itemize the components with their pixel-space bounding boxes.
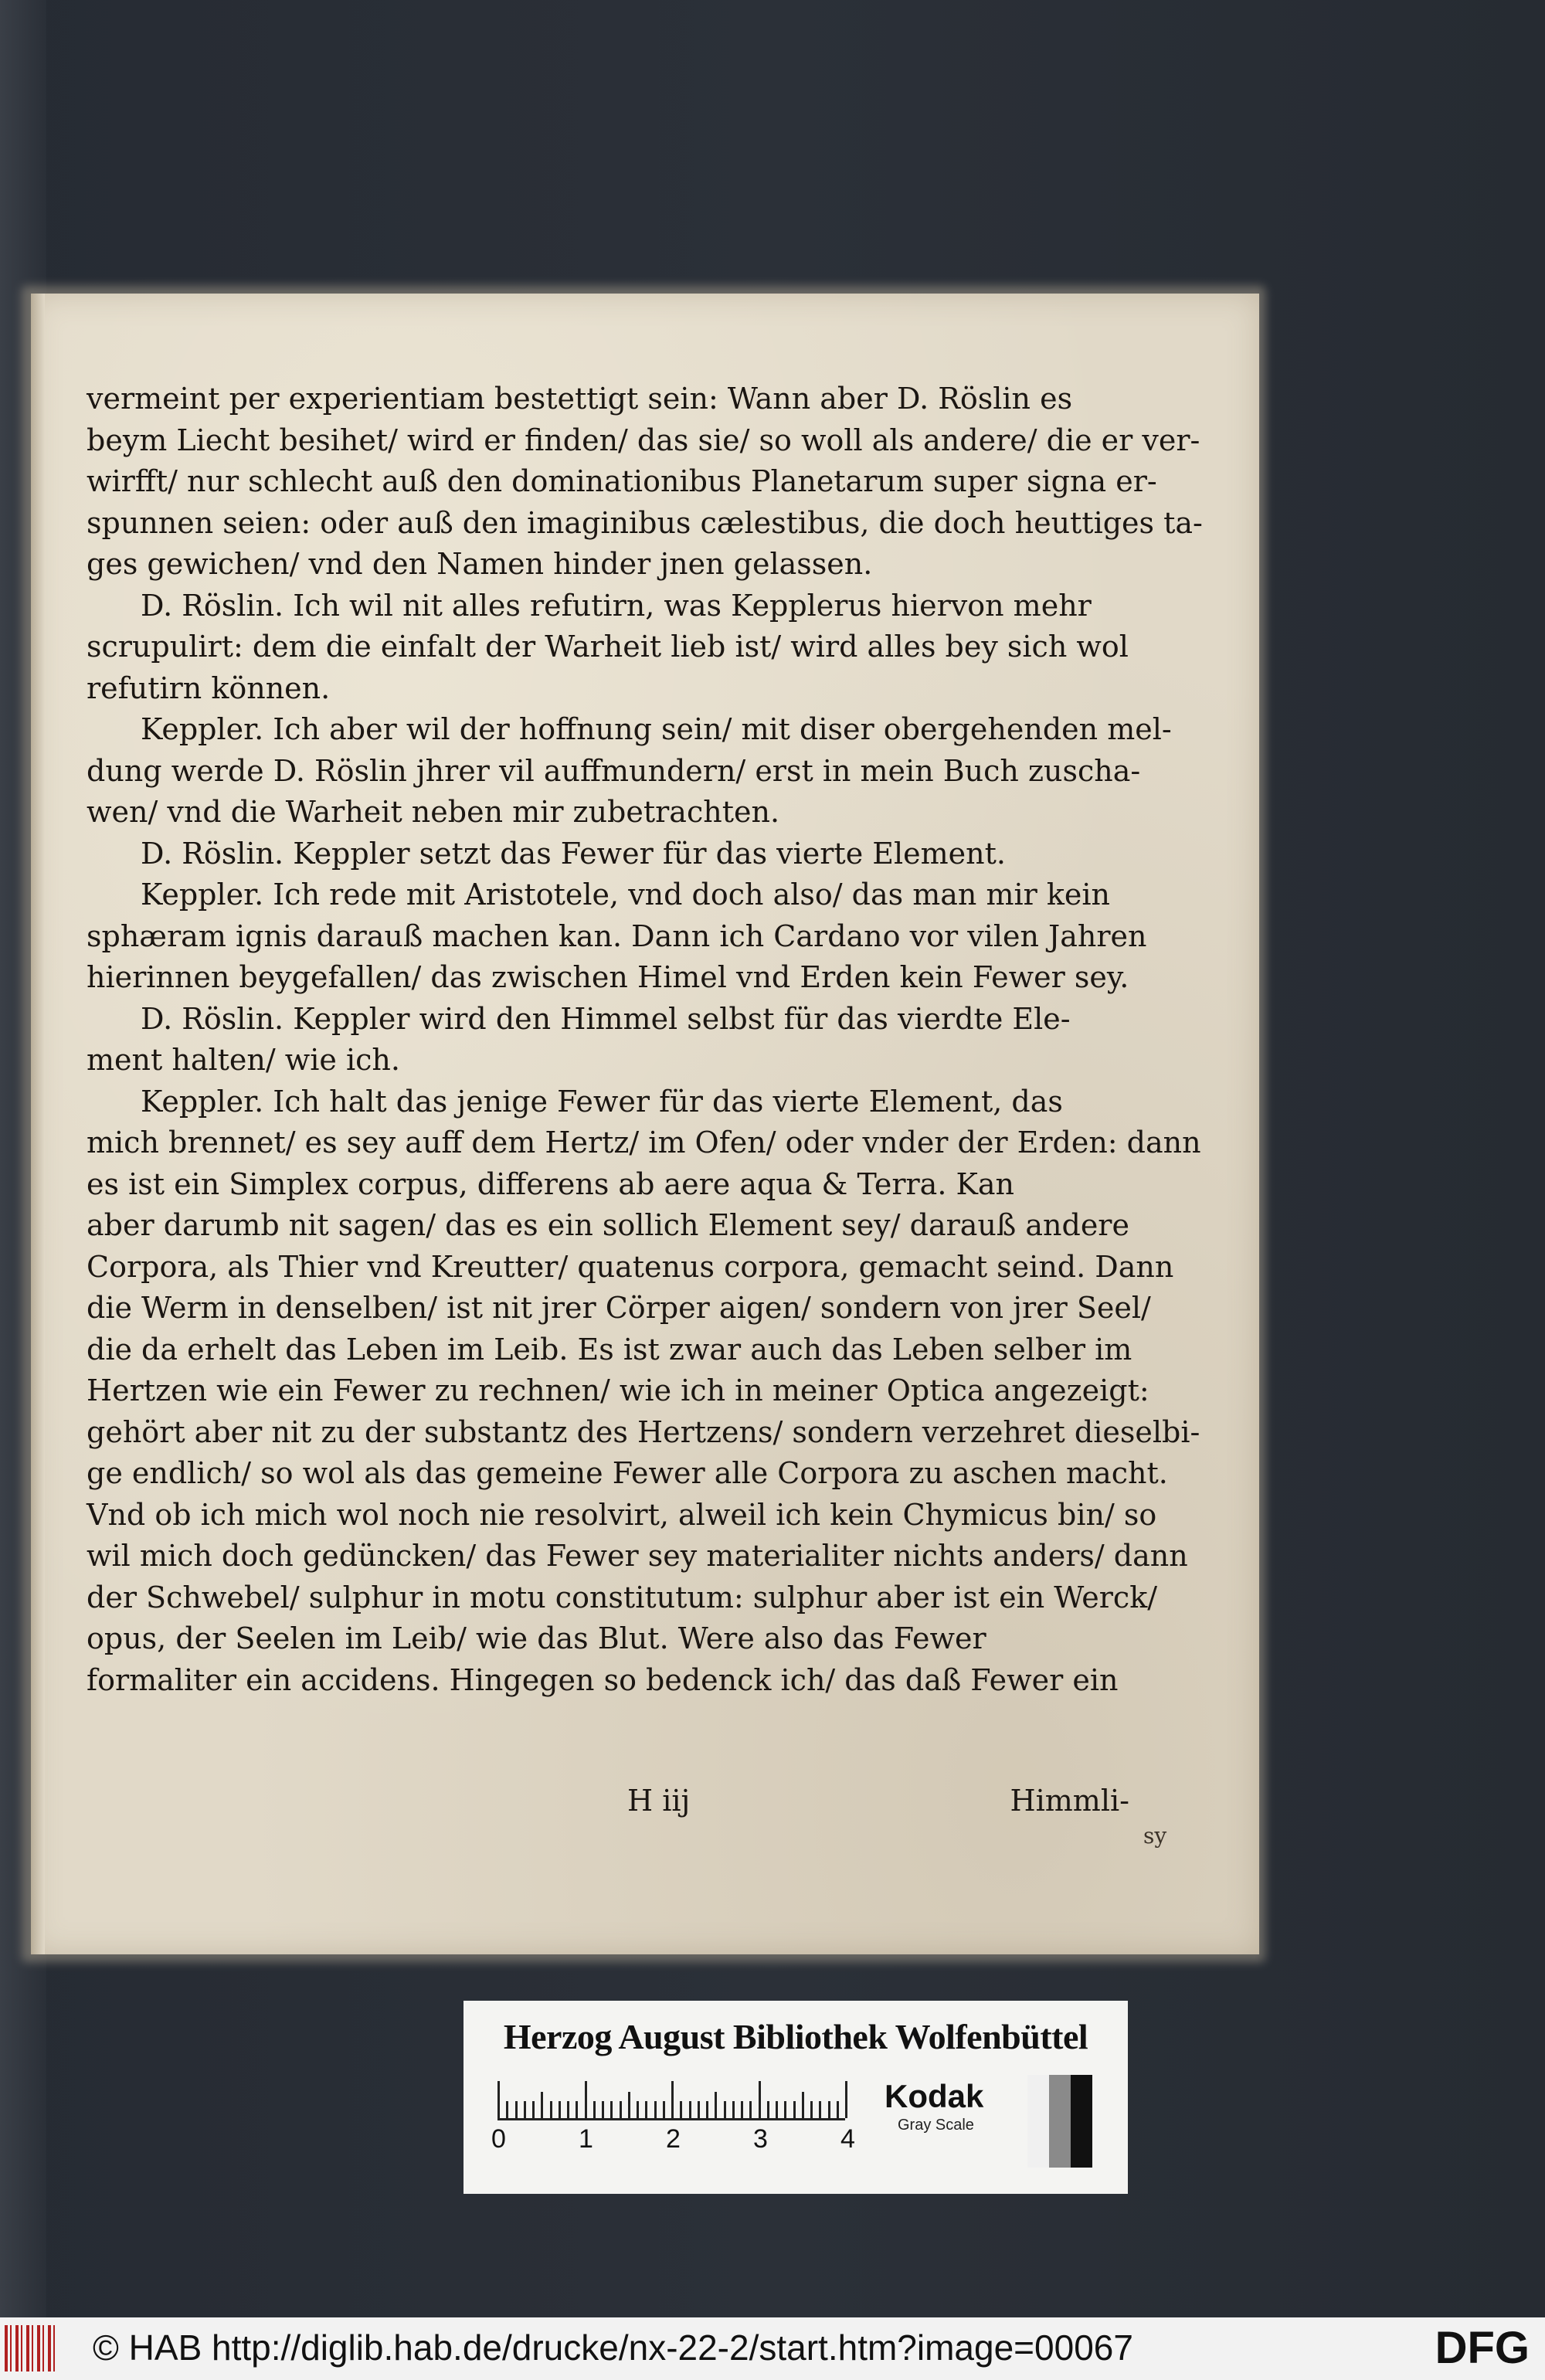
ruler-tick [567, 2101, 569, 2118]
ruler-number: 1 [579, 2124, 593, 2154]
text-line: wirfft/ nur schlecht auß den dominationibus Planetarum super signa er- [87, 464, 1157, 498]
text-line: Keppler. Ich halt das jenige Fewer für das vierte Element, das [141, 1084, 1063, 1119]
text-line: Corpora, als Thier vnd Kreutter/ quatenus corpora, gemacht seind. Dann [87, 1249, 1174, 1284]
ruler-tick [802, 2092, 804, 2118]
text-line: Keppler. Ich rede mit Aristotele, vnd doch also/ das man mir kein [141, 878, 1111, 912]
ruler-tick [663, 2101, 665, 2118]
text-line: D. Röslin. Keppler setzt das Fewer für das vierte Element. [141, 836, 1006, 871]
text-line: ge endlich/ so wol als das gemeine Fewer alle Corpora zu aschen macht. [87, 1456, 1168, 1490]
ruler-tick [602, 2101, 604, 2118]
scale-ruler [497, 2080, 845, 2120]
page-text [87, 379, 1203, 1818]
book-page [31, 294, 1259, 1954]
text-line: formaliter ein accidens. Hingegen so bedenck ich/ das daß Fewer ein [87, 1662, 1119, 1697]
ruler-number: 4 [840, 2124, 855, 2154]
ruler-tick [671, 2081, 674, 2118]
text-line: ges gewichen/ vnd den Namen hinder jnen gelassen. [87, 547, 873, 581]
text-line: sphæram ignis darauß machen kan. Dann ich Cardano vor vilen Jahren [87, 918, 1147, 953]
ruler-tick [637, 2101, 639, 2118]
ruler-tick [576, 2101, 578, 2118]
ruler-tick [749, 2101, 752, 2118]
ruler-number: 2 [666, 2124, 681, 2154]
text-line: die da erhelt das Leben im Leib. Es ist zwar auch das Leben selber im [87, 1332, 1132, 1367]
gray-patch [1027, 2075, 1049, 2168]
corner-mark: sy [1143, 1823, 1167, 1849]
ruler-tick [610, 2101, 613, 2118]
footer-bar [0, 2317, 1545, 2380]
copyright-url[interactable]: © HAB http://diglib.hab.de/drucke/nx-22-2/start.htm?image=00067 [93, 2327, 1133, 2368]
text-line: wen/ vnd die Warheit neben mir zubetrachten. [87, 795, 780, 829]
ruler-tick [776, 2101, 778, 2118]
ruler-tick [628, 2092, 630, 2118]
ruler-tick [845, 2081, 847, 2118]
text-line: die Werm in denselben/ ist nit jrer Cörper aigen/ sondern von jrer Seel/ [87, 1291, 1151, 1325]
ruler-number: 3 [753, 2124, 768, 2154]
page-gutter [31, 294, 45, 1954]
ruler-tick [810, 2101, 813, 2118]
ruler-tick [506, 2101, 508, 2118]
ruler-tick [654, 2101, 657, 2118]
ruler-tick [559, 2101, 561, 2118]
text-line: Keppler. Ich aber wil der hoffnung sein/ mit diser obergehenden mel- [141, 712, 1172, 746]
text-line: der Schwebel/ sulphur in motu constitutum: sulphur aber ist ein Werck/ [87, 1580, 1158, 1614]
text-line: beym Liecht besihet/ wird er finden/ das sie/ so woll als andere/ die er ver- [87, 423, 1200, 457]
ruler-tick [645, 2101, 647, 2118]
ruler-tick [515, 2101, 518, 2118]
kodak-brand: Kodak [885, 2078, 984, 2114]
ruler-tick [706, 2101, 708, 2118]
dfg-logo: DFG [1435, 2323, 1530, 2373]
gray-patch [1049, 2075, 1071, 2168]
text-line: hierinnen beygefallen/ das zwischen Himel vnd Erden kein Fewer sey. [87, 960, 1129, 994]
text-line: vermeint per experientiam bestettigt sein: Wann aber D. Röslin es [87, 382, 1073, 416]
text-line: dung werde D. Röslin jhrer vil auffmundern/ erst in mein Buch zuscha- [87, 753, 1141, 788]
ruler-tick [532, 2101, 535, 2118]
gray-patch [1071, 2075, 1092, 2168]
ruler-tick [741, 2101, 743, 2118]
text-line: Hertzen wie ein Fewer zu rechnen/ wie ich in meiner Optica angezeigt: [87, 1373, 1149, 1407]
barcode-icon [5, 2325, 59, 2372]
text-line: mich brennet/ es sey auff dem Hertz/ im Ofen/ oder vnder der Erden: dann [87, 1125, 1201, 1159]
ruler-tick [550, 2101, 552, 2118]
ruler-tick [541, 2092, 543, 2118]
text-line: wil mich doch gedüncken/ das Fewer sey materialiter nichts anders/ dann [87, 1539, 1188, 1573]
text-line: ment halten/ wie ich. [87, 1043, 400, 1077]
library-color-card [464, 2001, 1128, 2194]
ruler-tick [724, 2101, 726, 2118]
ruler-tick [497, 2081, 500, 2118]
text-line: opus, der Seelen im Leib/ wie das Blut. Were also das Fewer [87, 1621, 986, 1655]
ruler-tick [680, 2101, 682, 2118]
text-line: D. Röslin. Keppler wird den Himmel selbst für das vierdte Ele- [141, 1001, 1071, 1036]
catchword: Himmli- [1010, 1784, 1129, 1818]
ruler-tick [585, 2081, 587, 2118]
page-footer-line [87, 1781, 1129, 1821]
ruler-tick [759, 2081, 761, 2118]
ruler-tick [689, 2101, 691, 2118]
ruler-tick [819, 2101, 821, 2118]
ruler-tick [524, 2101, 526, 2118]
ruler-tick [698, 2101, 700, 2118]
library-name: Herzog August Bibliothek Wolfenbüttel [503, 2017, 1088, 2056]
text-line: D. Röslin. Ich wil nit alles refutirn, was Kepplerus hiervon mehr [141, 588, 1092, 623]
ruler-tick [715, 2092, 717, 2118]
ruler-tick [793, 2101, 796, 2118]
ruler-tick [837, 2101, 839, 2118]
ruler-tick [593, 2101, 596, 2118]
ruler-number: 0 [491, 2124, 506, 2154]
gray-scale-label: Gray Scale [898, 2117, 974, 2134]
text-line: refutirn können. [87, 671, 331, 705]
text-line: es ist ein Simplex corpus, differens ab aere aqua & Terra. Kan [87, 1166, 1014, 1201]
ruler-tick [828, 2101, 830, 2118]
signature-mark: H iij [627, 1784, 691, 1818]
text-line: Vnd ob ich mich wol noch nie resolvirt, alweil ich kein Chymicus bin/ so [87, 1497, 1157, 1532]
text-line: aber darumb nit sagen/ das es ein sollich Element sey/ darauß andere [87, 1208, 1129, 1242]
text-line: scrupulirt: dem die einfalt der Warheit lieb ist/ wird alles bey sich wol [87, 630, 1129, 664]
ruler-tick [620, 2101, 622, 2118]
text-line: gehört aber nit zu der substantz des Hertzens/ sondern verzehret dieselbi- [87, 1414, 1200, 1449]
gray-patches [1027, 2075, 1092, 2168]
text-line: spunnen seien: oder auß den imaginibus cælestibus, die doch heuttiges ta- [87, 505, 1203, 540]
ruler-tick [767, 2101, 769, 2118]
ruler-tick [784, 2101, 786, 2118]
ruler-tick [732, 2101, 735, 2118]
